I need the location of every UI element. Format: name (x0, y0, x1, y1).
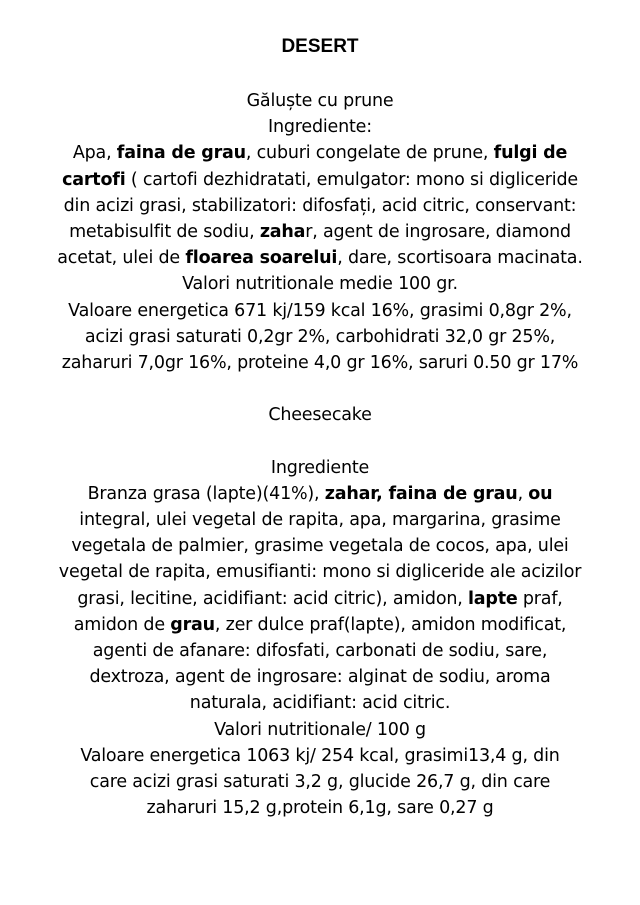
ingredient-text: Apa, (72, 143, 117, 164)
ingredients-text (14, 140, 626, 271)
product-section-2 (14, 402, 626, 821)
ingredient-text: naturala, acidifiant: acid citric. (189, 693, 451, 714)
ingredients-line (14, 559, 626, 585)
ingredient-text: din acizi grasi, stabilizatori: difosfați, acid citric, conservant: (63, 195, 577, 216)
ingredients-line (14, 533, 626, 559)
nutrition-heading: Valori nutritionale/ 100 g (214, 719, 426, 740)
ingredient-text: vegetala de palmier, grasime vegetala de cocos, apa, ulei (71, 536, 569, 557)
nutrition-line: Valoare energetica 1063 kj/ 254 kcal, grasimi13,4 g, din (80, 745, 560, 766)
ingredient-text: integral, ulei vegetal de rapita, apa, margarina, grasime (79, 510, 561, 531)
page-title: DESERT (281, 36, 359, 57)
allergen-text: grau (170, 614, 215, 635)
ingredients-line (14, 245, 626, 271)
product-name: Cheesecake (268, 405, 372, 426)
ingredients-text (14, 481, 626, 717)
ingredient-text: grasi, lecitine, acidifiant: acid citric), amidon, (77, 588, 468, 609)
ingredient-text: , cuburi congelate de prune, (245, 143, 494, 164)
ingredients-line (14, 219, 626, 245)
nutrition-line: zaharuri 7,0gr 16%, proteine 4,0 gr 16%, saruri 0.50 gr 17% (61, 353, 579, 374)
allergen-text: zahar, faina de grau (324, 483, 518, 504)
ingredient-text: agenti de afanare: difosfati, carbonati de sodiu, sare, (92, 641, 548, 662)
ingredient-text: praf, (517, 588, 563, 609)
allergen-text: fulgi de (493, 143, 568, 164)
product-section-1 (14, 88, 626, 376)
ingredient-text: r, agent de ingrosare, diamond (305, 222, 571, 243)
ingredients-line (14, 167, 626, 193)
ingredients-line (14, 140, 626, 166)
ingredients-line (14, 612, 626, 638)
ingredients-line (14, 507, 626, 533)
ingredient-text: , zer dulce praf(lapte), amidon modificat, (214, 614, 567, 635)
ingredients-heading: Ingrediente: (268, 117, 372, 138)
ingredient-text: , (517, 483, 529, 504)
ingredients-line (14, 193, 626, 219)
allergen-text: ou (528, 483, 553, 504)
allergen-text: floarea soarelui (185, 248, 338, 269)
ingredient-text: dextroza, agent de ingrosare: alginat de sodiu, aroma (89, 667, 551, 688)
ingredients-line (14, 481, 626, 507)
ingredients-line (14, 690, 626, 716)
ingredient-text: , dare, scortisoara macinata. (337, 248, 583, 269)
nutrition-line: Valoare energetica 671 kj/159 kcal 16%, grasimi 0,8gr 2%, (68, 300, 572, 321)
ingredient-text: acetat, ulei de (57, 248, 186, 269)
nutrition-heading: Valori nutritionale medie 100 gr. (182, 274, 458, 295)
ingredient-text: amidon de (73, 614, 171, 635)
product-name: Găluște cu prune (246, 91, 394, 111)
nutrition-line: care acizi grasi saturati 3,2 g, glucide 26,7 g, din care (89, 772, 551, 793)
allergen-text: cartofi (62, 169, 126, 190)
allergen-text: faina de grau (116, 143, 246, 164)
ingredients-line (14, 638, 626, 664)
ingredients-line (14, 586, 626, 612)
allergen-text: lapte (467, 588, 518, 609)
ingredient-text: vegetal de rapita, emusifianti: mono si digliceride ale acizilor (58, 562, 582, 583)
ingredients-line (14, 664, 626, 690)
ingredient-text: ( cartofi dezhidratati, emulgator: mono si digliceride (125, 169, 578, 190)
nutrition-line: zaharuri 15,2 g,protein 6,1g, sare 0,27 g (146, 798, 494, 819)
ingredients-heading: Ingrediente (270, 457, 370, 478)
allergen-text: zaha (259, 222, 306, 243)
ingredient-text: metabisulfit de sodiu, (69, 222, 260, 243)
nutrition-line: acizi grasi saturati 0,2gr 2%, carbohidrati 32,0 gr 25%, (84, 326, 556, 347)
ingredient-text: Branza grasa (lapte)(41%), (87, 483, 325, 504)
